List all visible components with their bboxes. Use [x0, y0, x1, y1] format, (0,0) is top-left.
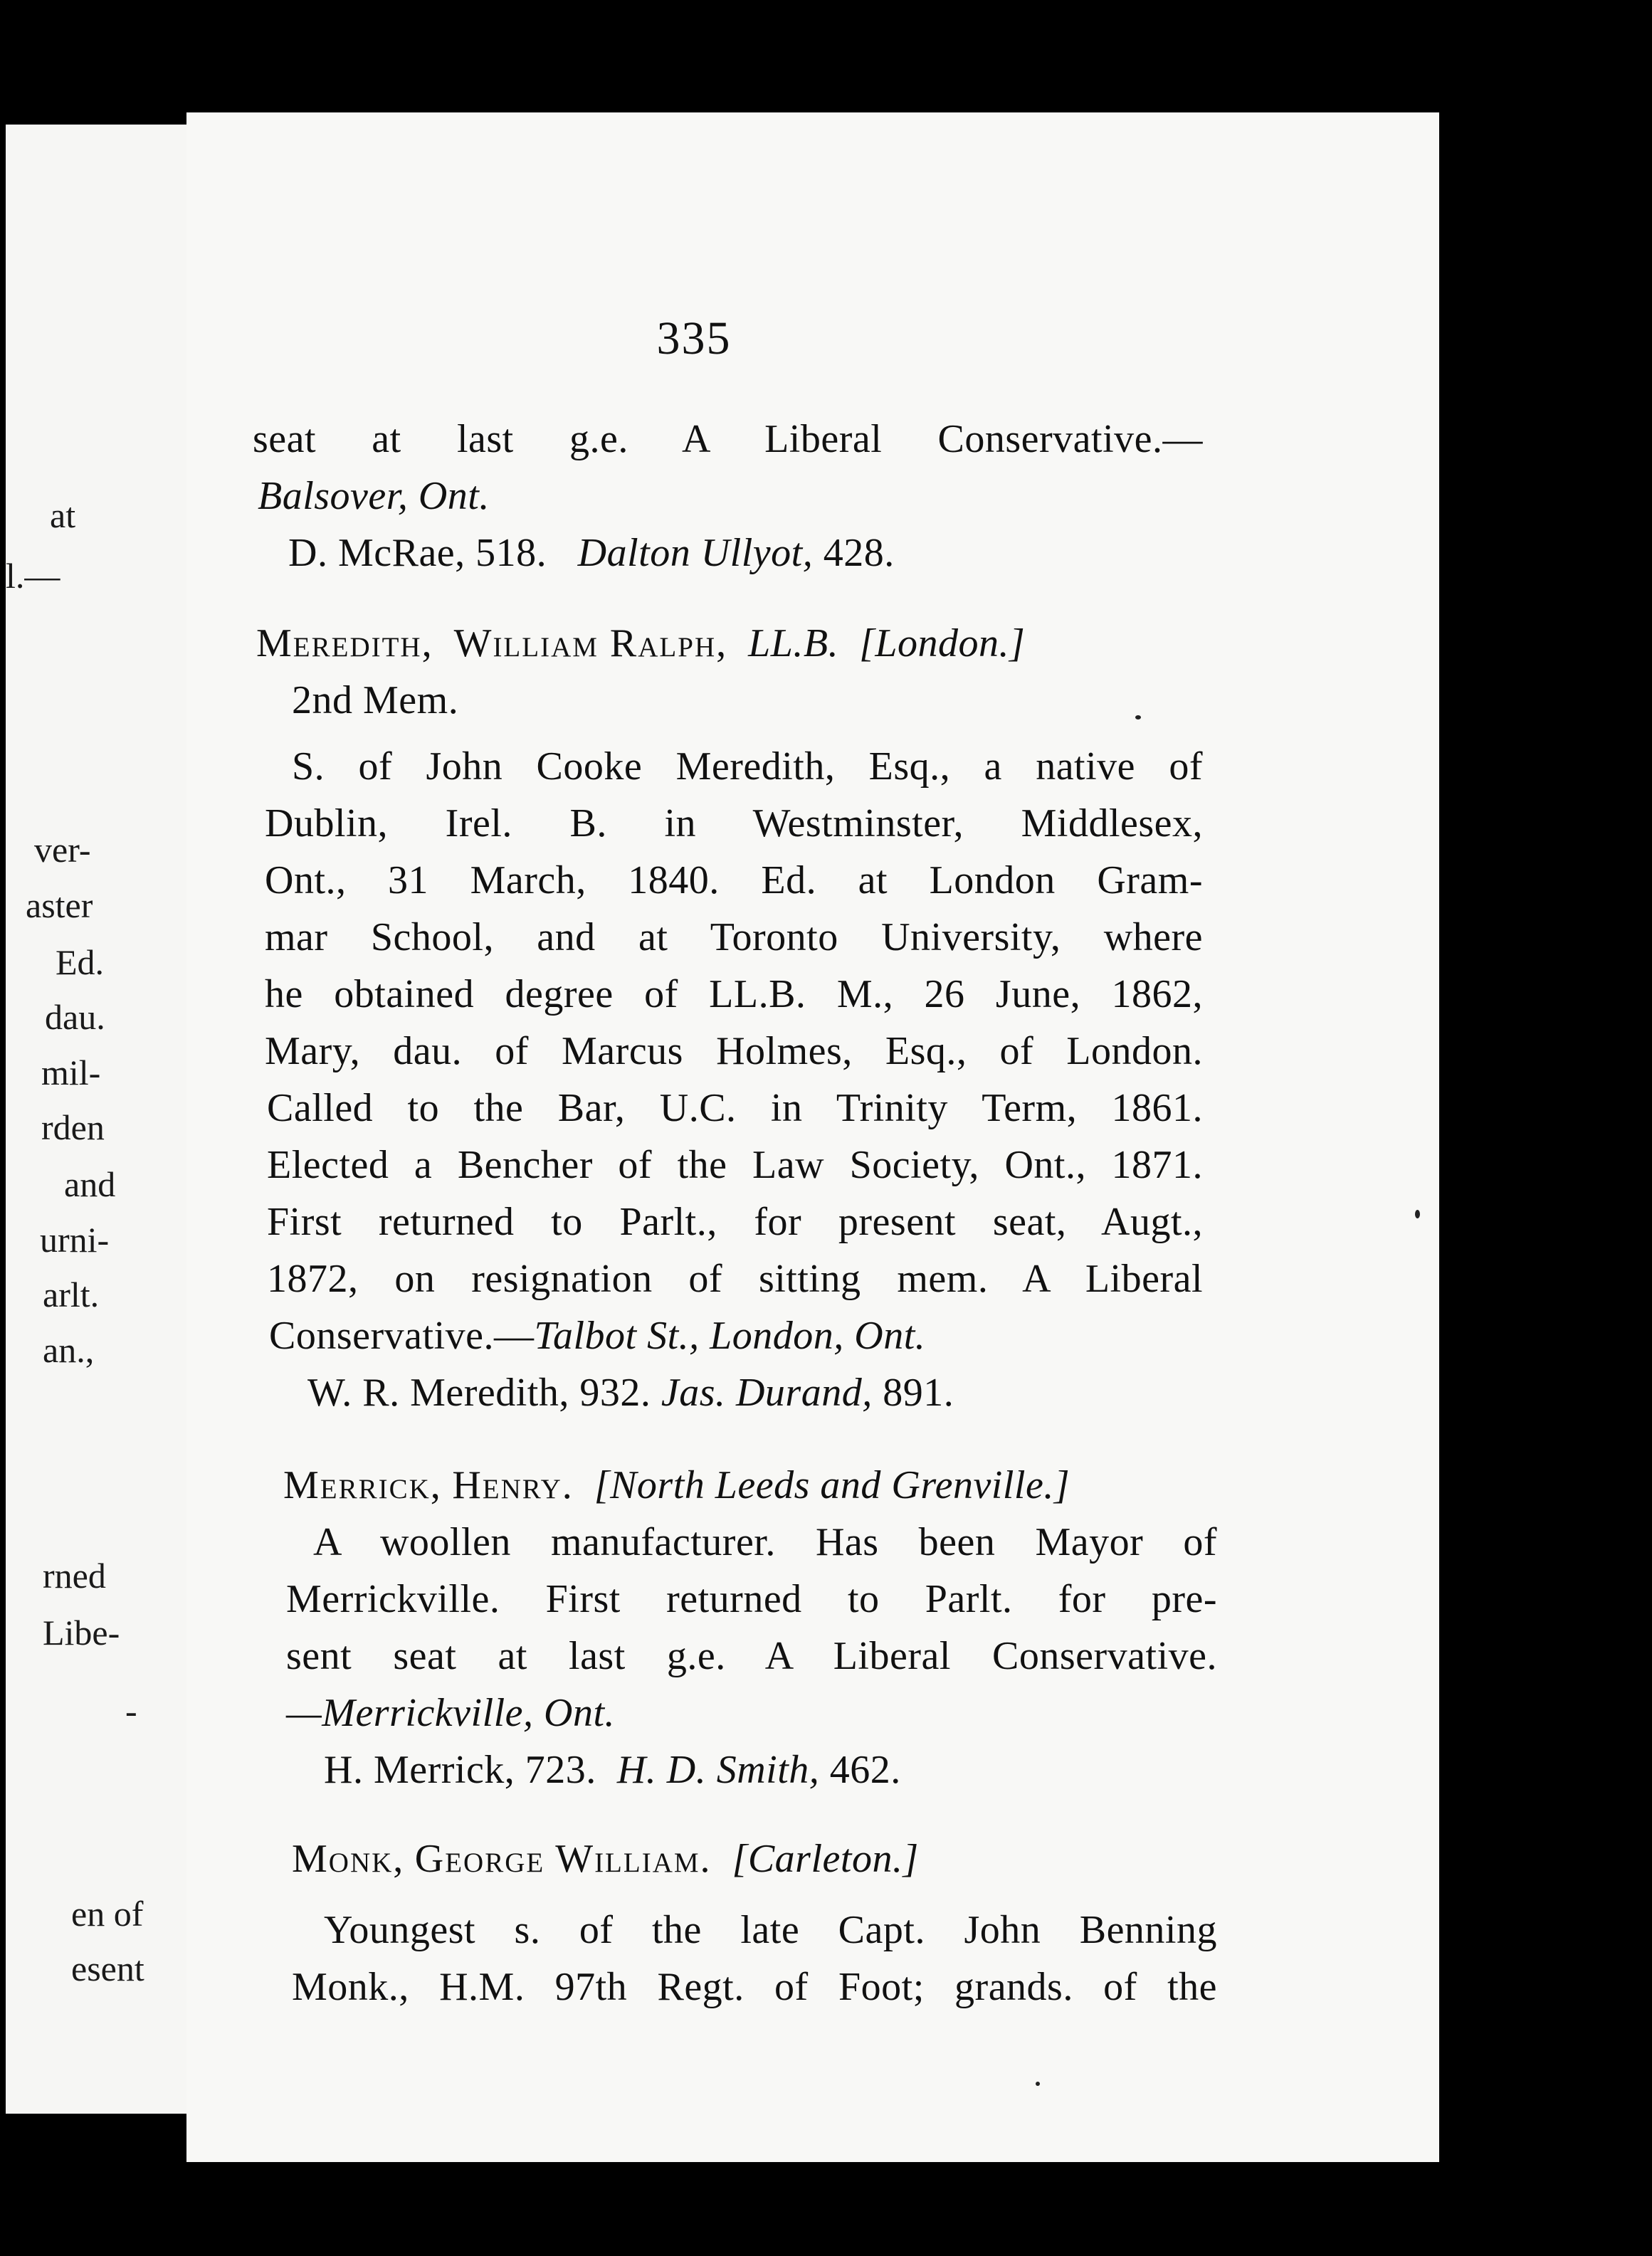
runner-name: Jas. Durand, — [661, 1371, 873, 1415]
scan-speck — [1415, 1210, 1420, 1218]
election-result — [307, 1370, 954, 1416]
bio-line: Merrickville. First returned to Parlt. for pre- — [286, 1577, 1217, 1621]
facing-text: l.— — [6, 556, 60, 596]
riding: [North Leeds and Grenville.] — [594, 1463, 1070, 1507]
bio-line: Dublin, Irel. B. in Westminster, Middlesex, — [265, 801, 1203, 845]
surname: Meredith, — [256, 621, 433, 665]
runner-votes: 891. — [883, 1371, 954, 1415]
bio-line: mar School, and at Toronto University, where — [265, 915, 1203, 959]
bio-line — [269, 1313, 925, 1359]
degree: LL.B. — [748, 621, 839, 665]
address-text: —Merrickville, Ont. — [286, 1691, 616, 1735]
entry-heading — [292, 1836, 919, 1882]
election-result — [324, 1747, 901, 1793]
given-names: George William. — [414, 1837, 712, 1881]
given-names: Henry. — [452, 1463, 574, 1507]
bio-line: First returned to Parlt., for present seat, Augt., — [267, 1200, 1203, 1244]
winner-result: W. R. Meredith, 932. — [307, 1371, 651, 1415]
bio-line: A woollen manufacturer. Has been Mayor of — [313, 1520, 1217, 1564]
facing-text: rned — [43, 1556, 106, 1596]
facing-text: rden — [41, 1107, 105, 1147]
given-names: William Ralph, — [453, 621, 728, 665]
bio-line: Mary, dau. of Marcus Holmes, Esq., of London. — [265, 1029, 1203, 1073]
facing-text: esent — [71, 1949, 144, 1988]
facing-text: mil- — [41, 1053, 101, 1092]
bio-line: Ont., 31 March, 1840. Ed. at London Gram- — [265, 858, 1203, 902]
bio-line: Monk., H.M. 97th Regt. of Foot; grands. of the — [292, 1965, 1217, 2009]
facing-text: at — [50, 495, 76, 535]
riding: [Carleton.] — [732, 1837, 919, 1881]
scan-speck — [1135, 715, 1141, 720]
entry-heading — [283, 1462, 1070, 1508]
bio-line: sent seat at last g.e. A Liberal Conservative. — [286, 1634, 1217, 1678]
facing-text: en of — [71, 1894, 144, 1934]
facing-text: urni- — [40, 1220, 110, 1260]
facing-page — [6, 125, 198, 2114]
facing-text: Ed. — [56, 942, 105, 982]
riding: [London.] — [859, 621, 1026, 665]
surname: Monk, — [292, 1837, 405, 1881]
entry-address — [286, 1690, 615, 1736]
surname: Merrick, — [283, 1463, 442, 1507]
runner-name: H. D. Smith, — [616, 1748, 820, 1792]
entry-address — [258, 473, 490, 519]
address-text: Balsover, Ont. — [258, 474, 490, 518]
runner-votes: 428. — [823, 531, 895, 575]
entry-text-line: seat at last g.e. A Liberal Conservative.— — [253, 417, 1203, 461]
bio-line: Called to the Bar, U.C. in Trinity Term, 1861. — [267, 1086, 1203, 1130]
bio-line: he obtained degree of LL.B. M., 26 June, 1862, — [265, 972, 1203, 1016]
runner-name: Dalton Ullyot, — [577, 531, 814, 575]
winner-result: D. McRae, 518. — [288, 531, 547, 575]
facing-text: and — [64, 1164, 116, 1204]
party-text: Conservative.— — [269, 1314, 535, 1358]
address-text: Talbot St., London, Ont. — [534, 1314, 926, 1358]
facing-text: arlt. — [43, 1275, 100, 1314]
facing-text: Libe- — [43, 1613, 120, 1653]
page-number: 335 — [656, 312, 732, 364]
facing-text: dau. — [45, 997, 105, 1037]
runner-votes: 462. — [829, 1748, 901, 1792]
scan-speck — [1036, 2082, 1040, 2086]
entry-note: 2nd Mem. — [292, 678, 459, 722]
facing-text: - — [125, 1691, 137, 1731]
facing-text: an., — [43, 1330, 95, 1370]
bio-line: 1872, on resignation of sitting mem. A Liberal — [267, 1257, 1203, 1301]
facing-text: ver- — [34, 830, 91, 870]
facing-text: aster — [26, 885, 93, 925]
election-result — [288, 530, 895, 576]
entry-heading — [256, 621, 1025, 666]
bio-line: Elected a Bencher of the Law Society, Ont., 1871. — [267, 1143, 1203, 1187]
bio-line: S. of John Cooke Meredith, Esq., a native of — [292, 744, 1203, 789]
winner-result: H. Merrick, 723. — [324, 1748, 596, 1792]
bio-line: Youngest s. of the late Capt. John Benning — [324, 1908, 1217, 1952]
